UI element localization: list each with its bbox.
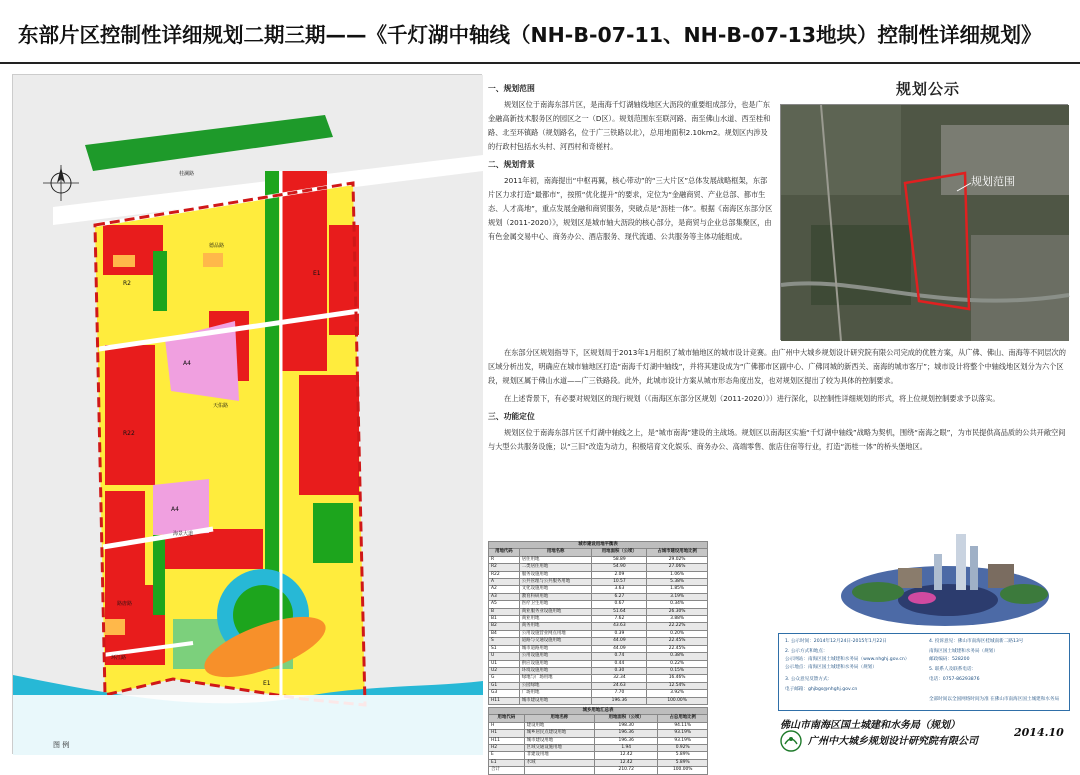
public-notice-box (778, 633, 1070, 711)
table-cell: 供应设施用地 (519, 660, 592, 667)
section-body: 规划区位于南海东部片区千灯湖中轴线之上，是“城市南海”建设的主战场。规划区以南海区实施“千灯湖中轴线”战略为契机，围绕“南海之眼”，为市民提供高品质的公共开敞空间与大型公共服务设施；以“三旧”改造为动力，积极培育文化娱乐、商务办公、高端零售、旅店住宿等行业，打造“沥桂一体”的桥头堡地区。 (488, 428, 1066, 451)
table-cell: 合计 (489, 767, 525, 774)
notice-item: 全部时间以全国网络时间为准 在佛山市南海区国土城建和水务局 (929, 697, 1060, 702)
table-row (489, 593, 708, 600)
table-cell: 16.46% (647, 675, 708, 682)
table-cell: B (489, 608, 520, 615)
table-cell: 绿地与广场用地 (519, 675, 592, 682)
urban-rural-table (488, 707, 708, 775)
notice-item: 南海区国土城建和水务局（规划） (929, 649, 998, 654)
table-cell: 二类居住用地 (519, 564, 592, 571)
table-cell: 城市道路用地 (519, 645, 592, 652)
section-title: 三、功能定位 (488, 412, 535, 421)
table-cell: 0.15% (647, 667, 708, 674)
table-cell: 5.89% (658, 752, 708, 759)
table-cell: E (489, 752, 525, 759)
table-row (489, 623, 708, 630)
table-cell: R22 (489, 571, 520, 578)
table-cell: 44.09 (592, 645, 647, 652)
section-title: 一、规划范围 (488, 84, 535, 93)
table-cell: A (489, 579, 520, 586)
table-row (489, 579, 708, 586)
table-row (489, 744, 708, 751)
table-header: 用地名称 (519, 549, 592, 556)
table-header: 用地面积（公顷） (592, 549, 647, 556)
table-cell: 公园绿地 (519, 682, 592, 689)
land-balance-tables (488, 541, 708, 773)
boundary-label: 规划范围 (971, 175, 1015, 188)
table-row (489, 660, 708, 667)
table-cell: 环境设施用地 (519, 667, 592, 674)
table-row (489, 616, 708, 623)
table-cell: 5.89% (658, 759, 708, 766)
table-row (489, 564, 708, 571)
table-row (489, 767, 708, 774)
table-header: 用地面积（公顷） (595, 715, 658, 722)
table-cell: 道路与交通设施用地 (519, 638, 592, 645)
table-cell: 水域 (524, 759, 594, 766)
table-cell: 58.89 (592, 556, 647, 563)
table-cell: U2 (489, 667, 520, 674)
table-row (489, 759, 708, 766)
table-header: 用地名称 (524, 715, 594, 722)
notice-item: 3. 公众意见反馈方式： (785, 677, 833, 682)
table-cell: 100.00% (658, 767, 708, 774)
table-row (489, 586, 708, 593)
table-cell: H (489, 722, 525, 729)
notice-item: 电话：0757-86293876 (929, 677, 980, 682)
notice-item: 公示地点：南海区国土城建和水务局（规划） (785, 665, 877, 670)
table-cell: 非建设用地 (524, 752, 594, 759)
table-row (489, 601, 708, 608)
table-cell: A2 (489, 586, 520, 593)
table-cell: 2.09 (592, 571, 647, 578)
table-cell: 1.94 (595, 744, 658, 751)
table-cell: 文化设施用地 (519, 586, 592, 593)
design-rendering (838, 524, 1052, 632)
plan-notice-title: 规划公示 (896, 80, 961, 98)
table-cell: 32.34 (592, 675, 647, 682)
title-bar (0, 0, 1080, 64)
notice-item: 邮政编码：528200 (929, 657, 970, 662)
table-row (489, 682, 708, 689)
table-cell: 广场用地 (519, 690, 592, 697)
footer-org-institute: 广州中大城乡规划设计研究院有限公司 (808, 736, 978, 747)
table-row (489, 556, 708, 563)
table-cell: 公用设施营业网点用地 (519, 630, 592, 637)
map-label: A4 (183, 360, 191, 367)
table-cell: A5 (489, 601, 520, 608)
table-cell: H1 (489, 730, 525, 737)
table-cell (524, 767, 594, 774)
table-cell: 210.72 (595, 767, 658, 774)
table-row (489, 722, 708, 729)
table-cell: 93.19% (658, 737, 708, 744)
table-cell: 198.30 (595, 722, 658, 729)
table-row (489, 638, 708, 645)
table-cell: 城市建设用地 (524, 737, 594, 744)
notice-item: 4. 投诉意见：佛山市南海区桂城南新二路13号 (929, 639, 1024, 644)
table-cell: 7.62 (592, 616, 647, 623)
table-cell: 12.54% (647, 682, 708, 689)
table-cell: 94.11% (658, 722, 708, 729)
table-cell: 0.34% (647, 601, 708, 608)
table-cell: S (489, 638, 520, 645)
map-label: R2 (123, 280, 131, 287)
table-cell: 196.36 (595, 730, 658, 737)
notice-item: 电子邮箱：ghjbgs@nhghj.gov.cn (785, 687, 858, 692)
section-body: 在东部分区规划指导下，区规划局于2013年1月组织了城市轴地区的城市设计竞赛。由广州中大城乡规划设计研究院有限公司完成的优胜方案，从广佛、佛山、南海等不同层次的区域分析出发，明确应在城市轴地区打造“南海千灯湖中轴线”，并将其建设成为“广佛都市区副中心、广佛同城的新西关、南海的城市客厅”；城市设计将整个中轴线地区划分为六个区段，规划区属于佛山水道——广三铁路段。此外，此城市设计方案从城市形态角度出发，也对规划区提出了较为具体的控制要求。 (488, 348, 1066, 385)
table-row (489, 571, 708, 578)
table-cell: B1 (489, 616, 520, 623)
table-cell: 10.57 (592, 579, 647, 586)
table-cell: 建设用地 (524, 722, 594, 729)
table-cell: 1.85% (647, 586, 708, 593)
land-use-map (12, 74, 482, 754)
table-cell: 公共管理与公共服务用地 (519, 579, 592, 586)
section-title: 二、规划背景 (488, 160, 535, 169)
table-cell: G (489, 675, 520, 682)
institute-logo-icon (780, 730, 802, 752)
section-body: 规划区位于南海东部片区，是南海千灯湖轴线地区大沥段的重要组成部分，也是广东金融高新技术服务区的园区之一（D区）。规划范围东至联河路、南至佛山水道、西至桂和路、北至环镇路（规划路名，位于广三铁路以北），总用地面积2.10km2。规划区内涉及的行政村包括水头村、河西村和奇槎村。 (488, 100, 771, 151)
table-cell: B4 (489, 630, 520, 637)
table-cell: U1 (489, 660, 520, 667)
background-paragraph (488, 344, 1068, 458)
description-column (488, 78, 773, 538)
table-cell: 商业服务业设施用地 (519, 608, 592, 615)
table-cell: H11 (489, 737, 525, 744)
satellite-image (780, 104, 1068, 340)
table-cell: 3.88% (647, 616, 708, 623)
road-label-depin: 德品路 (209, 243, 225, 249)
land-use-map-svg (13, 75, 483, 755)
map-label: A4 (171, 506, 179, 513)
table-cell: 0.44 (592, 660, 647, 667)
table-cell: 1.06% (647, 571, 708, 578)
table-cell: 24.63 (592, 682, 647, 689)
table-cell: 0.20% (647, 630, 708, 637)
table-cell: 教育科研用地 (519, 593, 592, 600)
table-row (489, 630, 708, 637)
table-cell: 0.74 (592, 653, 647, 660)
table-row (489, 608, 708, 615)
table-cell: 100.00% (647, 697, 708, 704)
table-cell: S1 (489, 645, 520, 652)
table-cell: 商务用地 (519, 623, 592, 630)
table-row (489, 737, 708, 744)
table-cell: 城市建设用地 (519, 697, 592, 704)
table-cell: U (489, 653, 520, 660)
table-cell: 0.30 (592, 667, 647, 674)
table-cell: 12.42 (595, 759, 658, 766)
table-cell: 0.67 (592, 601, 647, 608)
table-cell: 27.06% (647, 564, 708, 571)
land-balance-table (488, 541, 708, 705)
table-cell: 5.38% (647, 579, 708, 586)
table-cell: A3 (489, 593, 520, 600)
road-label-tianyou: 天佑路 (213, 403, 229, 409)
map-label: E1 (263, 680, 271, 687)
table-row (489, 667, 708, 674)
table-cell: 3.92% (647, 690, 708, 697)
road-label-guilan: 桂澜路 (179, 171, 195, 177)
table-cell: 44.09 (592, 638, 647, 645)
road-label-huanjiang: 环江路 (111, 655, 127, 661)
table-row (489, 645, 708, 652)
table-cell: 54.90 (592, 564, 647, 571)
table-header: 占总用地比例 (658, 715, 708, 722)
table-cell: 22.45% (647, 645, 708, 652)
table-row (489, 675, 708, 682)
map-label: E1 (313, 270, 321, 277)
table-cell: 29.02% (647, 556, 708, 563)
table-cell: 22.22% (647, 623, 708, 630)
table-cell: 26.30% (647, 608, 708, 615)
table-cell: R (489, 556, 520, 563)
table-cell: 公用设施用地 (519, 653, 592, 660)
table-cell: G1 (489, 682, 520, 689)
table-cell: 196.36 (595, 737, 658, 744)
table-row (489, 752, 708, 759)
table-cell: 93.19% (658, 730, 708, 737)
table-header: 用地代码 (489, 715, 525, 722)
footer-date: 2014.10 (1014, 726, 1064, 739)
table-cell: H2 (489, 744, 525, 751)
table-cell: 43.63 (592, 623, 647, 630)
footer-org-bureau: 佛山市南海区国土城建和水务局（规划） (780, 720, 960, 731)
table-row (489, 653, 708, 660)
table-cell: 0.39 (592, 630, 647, 637)
table-cell: 3.19% (647, 593, 708, 600)
table-caption: 城市建设用地平衡表 (489, 542, 708, 549)
map-label: R22 (123, 430, 135, 437)
table-cell: 医疗卫生用地 (519, 601, 592, 608)
table-cell: 服务设施用地 (519, 571, 592, 578)
table-header: 用地代码 (489, 549, 520, 556)
table-caption: 城乡用地汇总表 (489, 707, 708, 714)
table-row (489, 697, 708, 704)
table-cell: 3.63 (592, 586, 647, 593)
page-title: 东部片区控制性详细规划二期三期——《千灯湖中轴线（NH-B-07-11、NH-B-07-13地块）控制性详细规划》 (18, 23, 1042, 47)
table-cell: 0.38% (647, 653, 708, 660)
table-cell: H11 (489, 697, 520, 704)
table-cell: 0.92% (658, 744, 708, 751)
table-header: 占城市建设用地比例 (647, 549, 708, 556)
section-body: 在上述背景下，有必要对规划区的现行规划（《南海区东部分区规划（2011-2020）》）进行深化，以控制性详细规划的形式，将上位规划控制要求予以落实。 (504, 394, 1000, 403)
notice-item: 公示网站：南海区国土城建和水务局（www.nhghj.gov.cn） (785, 657, 910, 662)
road-label-haijing: 海景大道 (173, 531, 194, 537)
table-cell: 6.27 (592, 593, 647, 600)
table-cell: 7.70 (592, 690, 647, 697)
table-cell: 区域交通设施用地 (524, 744, 594, 751)
table-cell: 196.36 (592, 697, 647, 704)
table-cell: 22.45% (647, 638, 708, 645)
table-cell: 居住用地 (519, 556, 592, 563)
table-cell: E1 (489, 759, 525, 766)
table-cell: 城乡居民点建设用地 (524, 730, 594, 737)
table-cell: R2 (489, 564, 520, 571)
notice-item: 1. 公示时间：2014年12月24日-2015年1月22日 (785, 639, 887, 644)
table-cell: 0.22% (647, 660, 708, 667)
table-cell: 51.64 (592, 608, 647, 615)
road-label-lutang: 路唐路 (117, 601, 133, 607)
notice-item: 2. 公示方式和地点： (785, 649, 828, 654)
table-cell: G3 (489, 690, 520, 697)
table-cell: 商业用地 (519, 616, 592, 623)
table-row (489, 690, 708, 697)
table-cell: B2 (489, 623, 520, 630)
table-row (489, 730, 708, 737)
table-cell: 12.42 (595, 752, 658, 759)
notice-item: 5. 联系人及联系电话： (929, 667, 977, 672)
legend-title: 图 例 (53, 741, 70, 749)
section-body: 2011年初，南海提出“中枢再翼，核心带动”的“三大片区”总体发展战略框架，东部片区力求打造“最都市”，按照“优化提升”的要求，定位为“金融商贸、产业总部、都市生态、人才高地”，重点发展金融和商贸服务，突破点是“沥桂一体”。根据《南海区东部分区规划（2011-2020）》，规划区是城市轴大沥段的核心部分，是商贸与企业总部集聚区，由有色金属交易中心、商务办公、酒店服务、现代流通、公共服务等主体功能组成。 (488, 176, 773, 241)
